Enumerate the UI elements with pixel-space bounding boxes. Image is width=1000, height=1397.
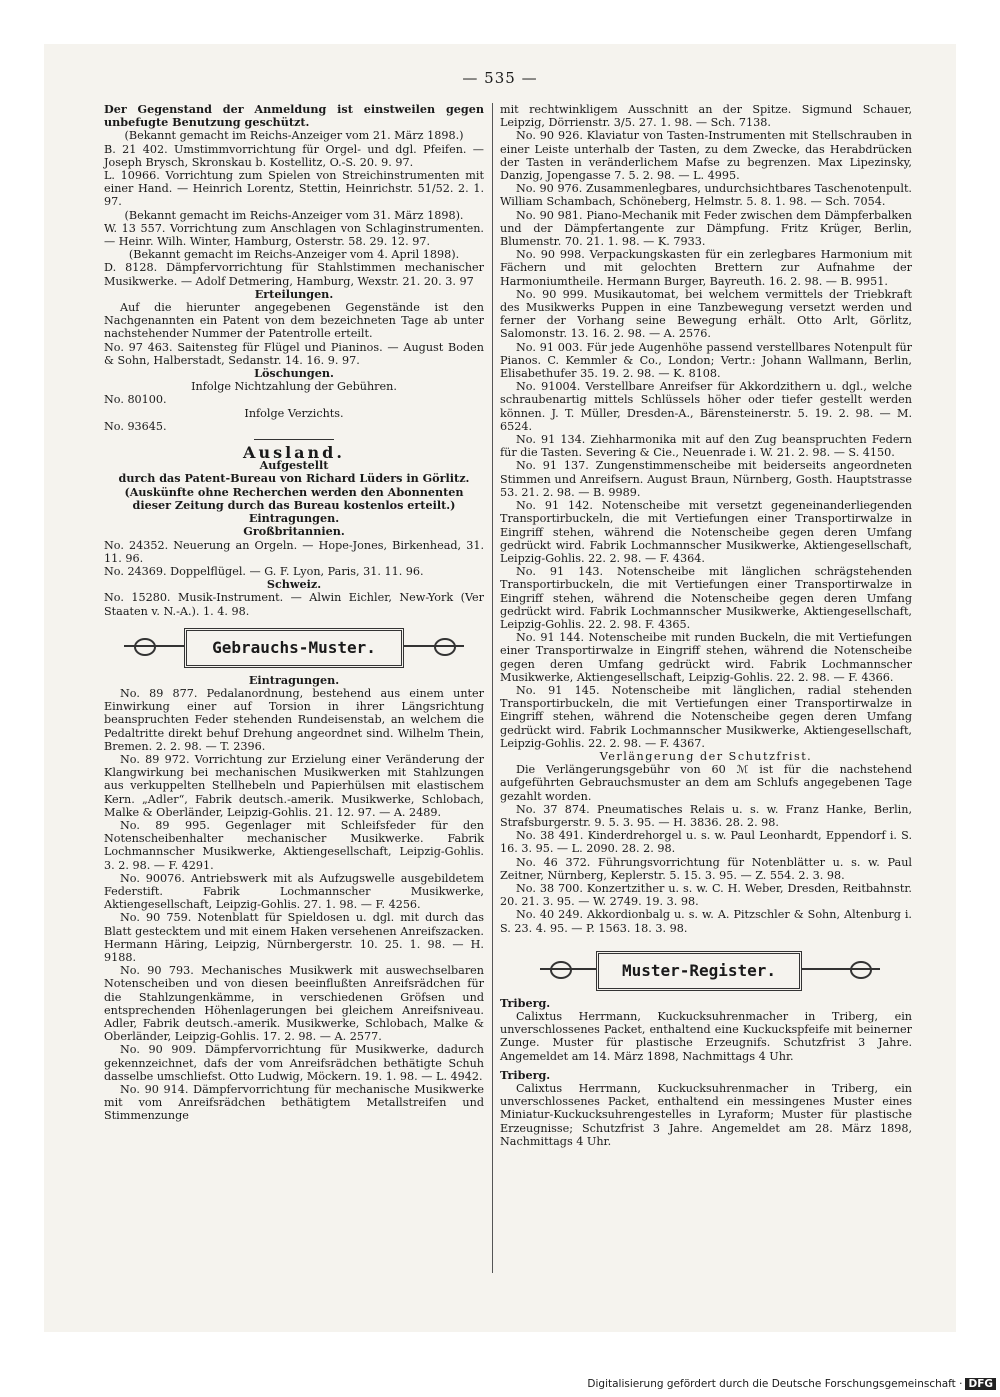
left-p25: No. 90 759. Notenblatt für Spieldosen u. dgl. mit durch das Blatt gestecktem und mit einem Haken versehenen Anreifszacken. Hermann Häring, Leipzig, Nürnbergerstr. 10. 25. 1. 98. — H. 9188. bbox=[104, 911, 484, 964]
ornament-right bbox=[850, 961, 872, 979]
right-r20: No. 40 249. Akkordionbalg u. s. w. A. Pitzschler & Sohn, Altenburg i. S. 23. 4. 95. — P. 1563. 18. 3. 98. bbox=[500, 908, 912, 935]
heading-eintragungen-1: Eintragungen. bbox=[248, 511, 340, 526]
heading-ausland: Ausland. bbox=[243, 443, 345, 463]
right-r4: No. 90 981. Piano-Mechanik mit Feder zwischen dem Dämpferbalken und der Dämpfertangente zur Dämpfung. Fritz Krüger, Berlin, Blumenstr. 70. 21. 1. 98. — K. 7933. bbox=[500, 208, 912, 249]
ornament-right bbox=[434, 638, 456, 656]
left-p6: W. 13 557. Vorrichtung zum Anschlagen von Schlaginstrumenten. — Heinr. Wilh. Winter, Hamburg, Osterstr. 58. 29. 12. 97. bbox=[104, 221, 484, 249]
left-p26: No. 90 793. Mechanisches Musikwerk mit auswechselbaren Notenscheiben und von diesen beeinflußten Anreifsrädchen für die Stahlzungenkämme, in verschiedenen Gröfsen und entsprechenden Höhenlagerungen bei gleichem Anreifsniveau. Adler, Fabrik deutsch.-amerik. Musikwerke, Schlobach, Malke & Oberländer, Leipzig-Gohlis. 17. 2. 98. — A. 2577. bbox=[104, 964, 484, 1044]
left-p10: No. 97 463. Saitensteg für Flügel und Pianinos. — August Boden & Sohn, Halberstadt, Sedanstr. 14. 16. 9. 97. bbox=[104, 340, 484, 367]
left-p28: No. 90 914. Dämpfervorrichtung für mechanische Musikwerke mit vom Anreifsrädchen bethätigtem Metallstreifen und Stimmenzunge bbox=[104, 1083, 484, 1123]
right-r9: No. 91 134. Ziehharmonika mit auf den Zug beanspruchten Federn für die Tasten. Severing & Cie., Neuenrade i. W. 21. 2. 98. — S. 4150. bbox=[500, 433, 912, 460]
left-p13: Infolge Verzichts. bbox=[244, 406, 344, 420]
right-r16: No. 37 874. Pneumatisches Relais u. s. w. Franz Hanke, Berlin, Strafsburgerstr. 9. 5. 3. 95. — H. 3836. 28. 2. 98. bbox=[500, 802, 912, 829]
left-p17: (Auskünfte ohne Recherchen werden den Abonnenten dieser Zeitung durch das Bureau kostenlos erteilt.) bbox=[124, 484, 464, 512]
left-p21: No. 89 877. Pedalanordnung, bestehend aus einem unter Einwirkung einer auf Torsion in ihrer Längsrichtung beanspruchten Feder stehenden Rundeisenstab, an welchem die Pedaltritte direkt behuf Drehung angeordnet sind. Wilhelm Thein, Bremen. 2. 2. 98. — T. 2396. bbox=[104, 686, 484, 753]
gebrauchsmuster-banner bbox=[104, 626, 484, 666]
right-r3: No. 90 976. Zusammenlegbares, undurchsichtbares Taschenotenpult. William Schambach, Schöneberg, Helmstr. 5. 8. 1. 98. — Sch. 7054. bbox=[500, 182, 912, 209]
left-p4: L. 10966. Vorrichtung zum Spielen von Streichinstrumenten mit einer Hand. — Heinrich Lorentz, Stettin, Heinrichstr. 51/52. 2. 1. 97. bbox=[104, 169, 484, 209]
left-p18: No. 24352. Neuerung an Orgeln. — Hope-Jones, Birkenhead, 31. 11. 96. bbox=[104, 538, 484, 565]
left-p16: durch das Patent-Bureau von Richard Lüders in Görlitz. bbox=[118, 471, 470, 486]
left-p1: Der Gegenstand der Anmeldung ist einstweilen gegen unbefugte Benutzung geschützt. bbox=[104, 102, 484, 130]
right-r1: mit rechtwinkligem Ausschnitt an der Spitze. Sigmund Schauer, Leipzig, Dörrienstr. 3/5. 27. 1. 98. — Sch. 7138. bbox=[500, 103, 912, 130]
heading-grossbritannien: Großbritannien. bbox=[243, 524, 345, 539]
column-divider bbox=[492, 103, 493, 1273]
right-r5: No. 90 998. Verpackungskasten für ein zerlegbares Harmonium mit Fächern und mit gelochten Brettern zur Aufnahme der Harmoniumtheile. Hermann Burger, Bayreuth. 16. 2. 98. — B. 9951. bbox=[500, 248, 912, 288]
right-r2: No. 90 926. Klaviatur von Tasten-Instrumenten mit Stellschrauben in einer Leiste unterhalb der Tasten, zu dem Zwecke, das Herabdrücken der Tasten in veränderlichem Mafse zu begrenzen. Max Lipezinsky, Danzig, Jopengasse 7. 5. 2. 98. — L. 4995. bbox=[500, 129, 912, 183]
right-r6: No. 90 999. Musikautomat, bei welchem vermittels der Triebkraft des Musikwerks Puppen in eine Tanzbewegung versetzt werden und ferner der Vorhang seine Bewegung erhält. Otto Arlt, Görlitz, Salomonstr. 13. 16. 2. 98. — A. 2576. bbox=[500, 287, 912, 341]
left-p9: Auf die hierunter angegebenen Gegenstände ist den Nachgenannten ein Patent von dem bezeichneten Tage ab unter nachstehender Nummer der Patentrolle erteilt. bbox=[104, 301, 484, 341]
right-r17: No. 38 491. Kinderdrehorgel u. s. w. Paul Leonhardt, Eppendorf i. S. 16. 3. 95. — L. 2090. 28. 2. 98. bbox=[500, 829, 912, 856]
left-p20: No. 15280. Musik-Instrument. — Alwin Eichler, New-York (Ver Staaten v. N.-A.). 1. 4. 98. bbox=[104, 591, 484, 618]
footer-credit bbox=[587, 1378, 996, 1390]
short-rule bbox=[254, 439, 334, 440]
right-r15: Die Verlängerungsgebühr von 60 ℳ ist für die nachstehend aufgeführten Gebrauchsmuster an dem am Schlufs angegebenen Tage gezahlt worden. bbox=[500, 763, 912, 803]
right-r22: Calixtus Herrmann, Kuckucksuhrenmacher in Triberg, ein unverschlossenes Packet, enthaltend eine Kuckuckspfeife mit beinerner Zunge. Muster für plastische Erzeugnifs. Schutzfrist 3 Jahre. Angemeldet am 14. März 1898, Nachmittags 4 Uhr. bbox=[500, 1010, 912, 1063]
footer-text: Digitalisierung gefördert durch die Deutsche Forschungsgemeinschaft · bbox=[587, 1378, 963, 1390]
left-p8: D. 8128. Dämpfervorrichtung für Stahlstimmen mechanischer Musikwerke. — Adolf Detmering, Hamburg, Wexstr. 21. 20. 3. 97 bbox=[104, 261, 484, 288]
left-p19: No. 24369. Doppelflügel. — G. F. Lyon, Paris, 31. 11. 96. bbox=[104, 564, 424, 578]
heading-schweiz: Schweiz. bbox=[266, 577, 322, 592]
heading-verlaengerung: Verlängerung der Schutzfrist. bbox=[599, 749, 813, 763]
left-p5: (Bekannt gemacht im Reichs-Anzeiger vom 31. März 1898). bbox=[124, 208, 464, 222]
right-r24: Calixtus Herrmann, Kuckucksuhrenmacher in Triberg, ein unverschlossenes Packet, enthaltend ein messingenes Muster eines Miniatur-Kuckucksuhrengestelles in Lyraform; Muster für plastische Erzeugnisse; Schutzfrist 3 Jahre. Angemeldet am 28. März 1898, Nachmittags 4 Uhr. bbox=[500, 1082, 912, 1148]
banner-title: Gebrauchs-Muster. bbox=[184, 628, 404, 668]
left-p15: Aufgestellt bbox=[259, 458, 329, 473]
banner-title: Muster-Register. bbox=[596, 951, 802, 991]
right-r14: No. 91 145. Notenscheibe mit länglichen, radial stehenden Transportirbuckeln, die mit Vertiefungen einer Transportirwalze in Eingriff stehen, während die Notenscheibe gegen deren Umfang gedrückt wird. Fabrik Lochmannscher Musikwerke, Aktiengesellschaft, Leipzig-Gohlis. 22. 2. 98. — F. 4367. bbox=[500, 683, 912, 750]
right-r19: No. 38 700. Konzertzither u. s. w. C. H. Weber, Dresden, Reitbahnstr. 20. 21. 3. 95. — W. 2749. 19. 3. 98. bbox=[500, 881, 912, 909]
ornament-left bbox=[550, 961, 572, 979]
left-p22: No. 89 972. Vorrichtung zur Erzielung einer Veränderung der Klangwirkung bei mechanischen Musikwerken mit Stahlzungen aus verkuppelten Stellhebeln und Papierhülsen mit elastischem Kern. „Adler“, Fabrik deutsch.-amerik. Musikwerke, Schlobach, Malke & Oberländer, Leipzig-Gohlis. 21. 12. 97. — A. 2489. bbox=[104, 752, 484, 819]
heading-eintragungen-2: Eintragungen. bbox=[248, 672, 340, 687]
dfg-logo: DFG bbox=[965, 1378, 996, 1390]
left-column bbox=[104, 103, 484, 1123]
right-r12: No. 91 143. Notenscheibe mit länglichen schrägstehenden Transportirbuckeln, die mit Vertiefungen einer Transportirwalze in Eingriff stehen, während die Notenscheibe gegen deren Umfang gedrückt wird. Fabrik Lochmannscher Musikwerke, Aktiengesellschaft, Leipzig-Gohlis. 22. 2. 98. F. 4365. bbox=[500, 565, 912, 631]
right-r23: Triberg. bbox=[500, 1067, 551, 1082]
left-p24: No. 90076. Antriebswerk mit als Aufzugswelle ausgebildetem Federstift. Fabrik Lochmannscher Musikwerke, Aktiengesellschaft, Leipzig-Gohlis. 27. 1. 98. — F. 4256. bbox=[104, 871, 484, 912]
left-p3: B. 21 402. Umstimmvorrichtung für Orgel- und dgl. Pfeifen. — Joseph Brysch, Skronskau b. Kostellitz, O.-S. 20. 9. 97. bbox=[104, 142, 484, 169]
heading-loeschungen: Löschungen. bbox=[254, 366, 334, 381]
left-p11: Infolge Nichtzahlung der Gebühren. bbox=[191, 380, 397, 394]
left-p12: No. 80100. bbox=[104, 393, 167, 407]
right-r11: No. 91 142. Notenscheibe mit versetzt gegeneinanderliegenden Transportirbuckeln, die mit Vertiefungen einer Transportirwalze in Eingriff stehen, während die Notenscheibe gegen deren Umfang gedrückt wird. Fabrik Lochmannscher Musikwerke, Aktiengesellschaft, Leipzig-Gohlis. 22. 2. 98. — F. 4364. bbox=[500, 499, 912, 565]
left-p27: No. 90 909. Dämpfervorrichtung für Musikwerke, dadurch gekennzeichnet, dafs der vom Anreifsrädchen bethätigte Schuh dasselbe umschliefst. Otto Ludwig, Möckern. 19. 1. 98. — L. 4942. bbox=[104, 1043, 484, 1083]
right-r10: No. 91 137. Zungenstimmenscheibe mit beiderseits angeordneten Stimmen und Anreifsern. August Braun, Nürnberg, Gosth. Hauptstrasse 53. 21. 2. 98. — B. 9989. bbox=[500, 459, 912, 499]
left-p14: No. 93645. bbox=[104, 419, 167, 433]
right-r18: No. 46 372. Führungsvorrichtung für Notenblätter u. s. w. Paul Zeitner, Nürnberg, Keplerstr. 5. 15. 3. 95. — Z. 554. 2. 3. 98. bbox=[500, 855, 912, 882]
right-r7: No. 91 003. Für jede Augenhöhe passend verstellbares Notenpult für Pianos. C. Kemmler & Co., London; Vertr.: Johann Wallmann, Berlin, Elisabethufer 35. 19. 2. 98. — K. 8108. bbox=[500, 340, 912, 381]
heading-erteilungen: Erteilungen. bbox=[254, 286, 334, 301]
page-number: — 535 — bbox=[462, 69, 538, 87]
ornament-left bbox=[134, 638, 156, 656]
left-p7: (Bekannt gemacht im Reichs-Anzeiger vom 4. April 1898). bbox=[128, 248, 460, 262]
left-p2: (Bekannt gemacht im Reichs-Anzeiger vom 21. März 1898.) bbox=[124, 129, 464, 143]
right-column bbox=[500, 103, 912, 1148]
muster-register-banner bbox=[500, 949, 912, 989]
right-r21: Triberg. bbox=[500, 995, 551, 1010]
right-r13: No. 91 144. Notenscheibe mit runden Buckeln, die mit Vertiefungen einer Transportirwalze in Eingriff stehen, während die Notenscheibe gegen deren Umfang gedrückt wird. Fabrik Lochmannscher Musikwerke, Aktiengesellschaft, Leipzig-Gohlis. 22. 2. 98. — F. 4366. bbox=[500, 631, 912, 684]
right-r8: No. 91004. Verstellbare Anreifser für Akkordzithern u. dgl., welche schraubenartig mittels Schlüssels höher oder tiefer gestellt werden können. J. T. Müller, Dresden-A., Bärensteinerstr. 5. 19. 2. 98. — M. 6524. bbox=[500, 380, 912, 433]
left-p23: No. 89 995. Gegenlager mit Schleifsfeder für den Notenscheibenhalter mechanischer Musikwerke. Fabrik Lochmannscher Musikwerke, Aktiengesellschaft, Leipzig-Gohlis. 3. 2. 98. — F. 4291. bbox=[104, 818, 484, 872]
